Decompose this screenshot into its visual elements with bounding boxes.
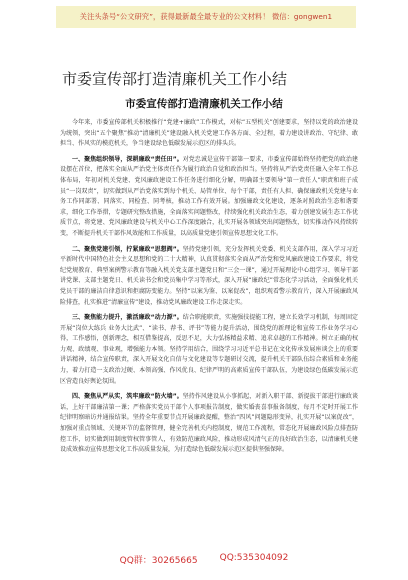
paragraph-text: 结合职能职责，实施强技提能工程，建立长效学习机制，每周固定开展“岗位大练兵 业务大比武”、“读书、荐书、评书”等能力提升活动，围绕党的新理论和宣传工作业务学习心得，工作感悟，创新理念，相互借鉴提高，反思不足，大力弘扬精益求精、追求卓越的工作精神。树立正确的权力观、政绩观、事业观，增强能力本领。坚持学用结合，围绕学习习近平总书记在文化传承发展座谈会上的重要讲话精神，结合宣传职责，深入开展文化自信与文化建设等专题研讨交流，提升机关干部队伍综合素质和业务能力，着力打造一支政治过硬、本领高强、作风优良、纪律严明的高素质宣传干部队伍，为建设绿色低碳发展示范区营造良好舆论氛围。 xyxy=(60,314,358,385)
paragraph xyxy=(60,245,358,309)
paragraph xyxy=(60,118,358,150)
paragraph-heading: 三、聚焦能力提升，激活廉政“动力源”。 xyxy=(72,314,183,322)
footer-contacts xyxy=(0,553,408,566)
paragraph-text: 坚持作风建设从小事抓起，对新入职干部、新提拔干部进行廉政谈话，上好干部廉洁第一课；严格落实党员干部个人事项报告制度，做实婚丧喜事报备制度，每月不定时开展工作纪律明察暗访并通报结果。坚持全年重要节点开展廉政提醒，整治“四风”问题隐形变异，扎实开展“以案促改”，加强对重点领域、关键环节的监督管理，健全完善机关内控制度，规范工作流程，常态化开展廉政风险点排查防控工作，切实做到用制度管权管事管人，有效防范廉政风险，推动形成风清气正的良好政治生态，以清廉机关建设成效推动宣传思想文化工作高质量发展，为打造绿色低碳发展示范区提供坚强保障。 xyxy=(60,393,358,454)
qq-group-number: QQ群：30265665 xyxy=(119,556,198,566)
banner-text: 关注头条号“公文研究”，获得最新最全最专业的公文材料！ 微信：gongwen1 xyxy=(79,12,333,21)
paragraph xyxy=(60,155,358,240)
document-heading: 市委宣传部打造清廉机关工作小结 xyxy=(62,70,288,88)
qq-number: QQ:535304092 xyxy=(219,553,289,563)
paragraph xyxy=(60,392,358,456)
paragraph-text: 对党忠诚是宣传干部第一要求，市委宣传部始终坚持把党的政治建设摆在首位，把落实全面从严治党主体责任作为履行政治自觉和政治担当。坚持将从严治党责任融入全年工作总体布局，年初对机关党建、党风廉政建设工作任务进行细化分解，明确部主要领导“第一责任人”职责和班子成员“一岗双责”，切实做到从严治党落实到每个机关、局管单位、每个干部，责任有人担、确保廉政机关党建与业务工作同部署、同落实、同检查、同考核，推动工作有效开展。加强廉政文化建设，逐条对照政治生态和谐要求，细化工作举措，专题研究整改措施，全面落实问题整改，持续强化机关政治生态，着力创建发展生态工作优质节点，将党建、党风廉政建设与机关中心工作深度融合，扎实开展各领域突出问题整改，切实推动作风持续转变，不断提升机关干部作风效能和工作质量，以高质量党建引领宣传思想文化工作。 xyxy=(60,155,358,237)
paragraph-text: 今年来，市委宣传部机关积极推行“党建+廉政”工作模式，对标“五型机关”创建要求，坚持以党的政治建设为统领，突出“五个聚焦”推动“清廉机关”建设融入机关党建工作各方面、全过程，着力建设讲政治、守纪律、敢担当、作风实的模范机关，争当建设绿色低碳发展示范区的排头兵。 xyxy=(60,119,358,148)
top-banner xyxy=(56,6,356,28)
paragraph xyxy=(60,313,358,387)
paragraph-text: 坚持党建引领，充分发挥机关党委、机关支部作用，深入学习习近平新时代中国特色社会主义思想和党的二十大精神，认真贯彻落实全面从严治党和党风廉政建设工作要求，将党纪党规教育、典型案例警示教育等融入机关党支部主题党日和“三会一课”，通过开展理论中心组学习、领导干部讲党课、支部主题党日、机关读书会和党员集中学习等形式，深入开展“廉政纪”常态化学习活动，全面强化机关党员干部的廉洁自律意识和拒腐防变能力。坚持“以案为鉴、以案促改”，组织观看警示教育片，深入开展廉政风险排查，扎实推进“清廉宣传”建设，推动党风廉政建设工作走深走实。 xyxy=(60,245,358,306)
paragraph-heading: 四、聚焦从严从实，筑牢廉政“防火墙”。 xyxy=(72,393,183,401)
paragraph-heading: 二、聚焦党建引领，拧紧廉政“思想阀”。 xyxy=(72,245,183,253)
article-title: 市委宣传部打造清廉机关工作小结 xyxy=(125,98,283,110)
article-body xyxy=(60,118,358,461)
paragraph-heading: 一、聚焦组织领导，深耕廉政“责任田”。 xyxy=(72,155,183,163)
